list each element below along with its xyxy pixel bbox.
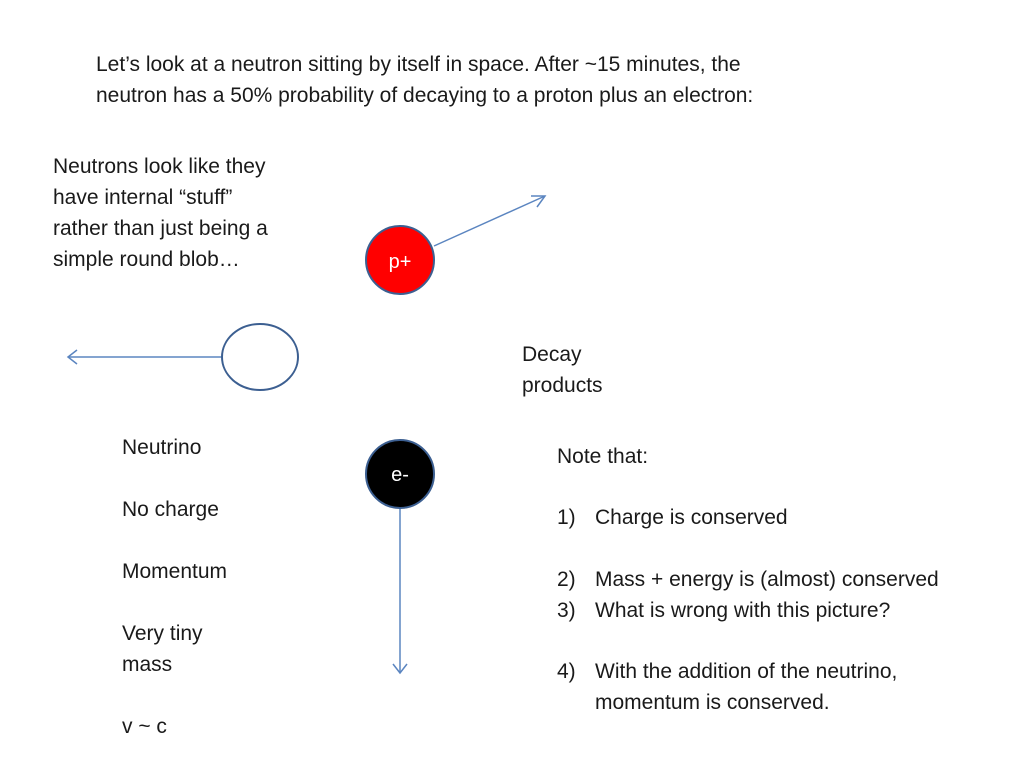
neutrino-circle (222, 324, 298, 390)
note-item-text: What is wrong with this picture? (595, 599, 891, 622)
note-item-number: 3) (557, 599, 576, 622)
neutrino-properties: Neutrino No charge Momentum Very tiny mass v ~ c (122, 436, 228, 738)
electron-label: e- (391, 464, 409, 486)
decay-products-label: Decay products (522, 343, 603, 397)
proton-label: p+ (388, 251, 412, 273)
note-item-text: Mass + energy is (almost) conserved (595, 568, 939, 591)
neutron-note: Neutrons look like they have internal “stuff” rather than just being a simple round blob… (53, 155, 268, 271)
note-heading: Note that: (557, 445, 649, 468)
note-item-text: With the addition of the neutrino, momentum is conserved. (595, 660, 898, 714)
note-item-number: 2) (557, 568, 576, 591)
proton-momentum-arrow (434, 196, 545, 246)
note-item-number: 1) (557, 506, 576, 529)
note-item-text: Charge is conserved (595, 506, 788, 529)
intro-text: Let’s look at a neutron sitting by itself in space. After ~15 minutes, the neutron has a 50% probability of decaying to a proton plus an electron: (96, 53, 754, 107)
note-item-number: 4) (557, 660, 576, 683)
